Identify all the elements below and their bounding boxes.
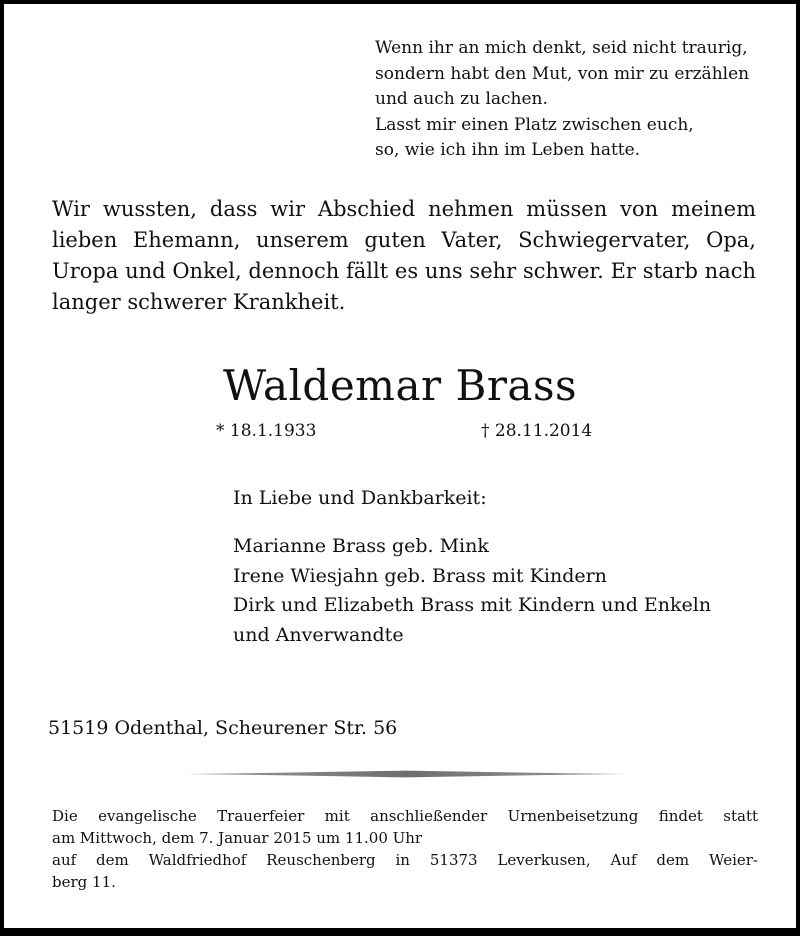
family-address: 51519 Odenthal, Scheurener Str. 56 — [48, 717, 398, 739]
dedication: In Liebe und Dankbarkeit: — [233, 487, 487, 509]
poem — [375, 36, 775, 164]
funeral-line: Die evangelische Trauerfeier mit anschließender Urnenbeisetzung findet statt — [52, 807, 758, 825]
mourner: Irene Wiesjahn geb. Brass mit Kindern — [233, 564, 607, 587]
poem-line: und auch zu lachen. — [375, 89, 548, 110]
funeral-line: am Mittwoch, dem 7. Januar 2015 um 11.00 Uhr — [52, 829, 423, 847]
poem-line: so, wie ich ihn im Leben hatte. — [375, 140, 641, 161]
poem-line: Lasst mir einen Platz zwischen euch, — [375, 114, 694, 135]
mourner: Dirk und Elizabeth Brass mit Kindern und Enkeln — [233, 594, 712, 616]
poem-line: sondern habt den Mut, von mir zu erzählen — [375, 63, 750, 84]
divider-rule — [186, 770, 626, 778]
mourner: Marianne Brass geb. Mink — [233, 535, 489, 557]
mourner: und Anverwandte — [233, 623, 404, 646]
death-date: † 28.11.2014 — [481, 421, 593, 441]
mourners-list — [233, 532, 711, 650]
funeral-info — [52, 805, 758, 893]
intro-paragraph: Wir wussten, dass wir Abschied nehmen müssen von meinem lieben Ehemann, unserem guten Vater, Schwiegervater, Opa, Uropa und Onkel, dennoch fällt es uns sehr schwer. Er starb nach langer schwerer Krankheit. — [52, 197, 756, 314]
deceased-name: Waldemar Brass — [222, 361, 578, 410]
funeral-line: auf dem Waldfriedhof Reuschenberg in 51373 Leverkusen, Auf dem Weier- — [52, 851, 758, 869]
poem-line: Wenn ihr an mich denkt, seid nicht traurig, — [375, 38, 748, 58]
birth-date: * 18.1.1933 — [216, 421, 317, 441]
funeral-line: berg 11. — [52, 873, 116, 891]
